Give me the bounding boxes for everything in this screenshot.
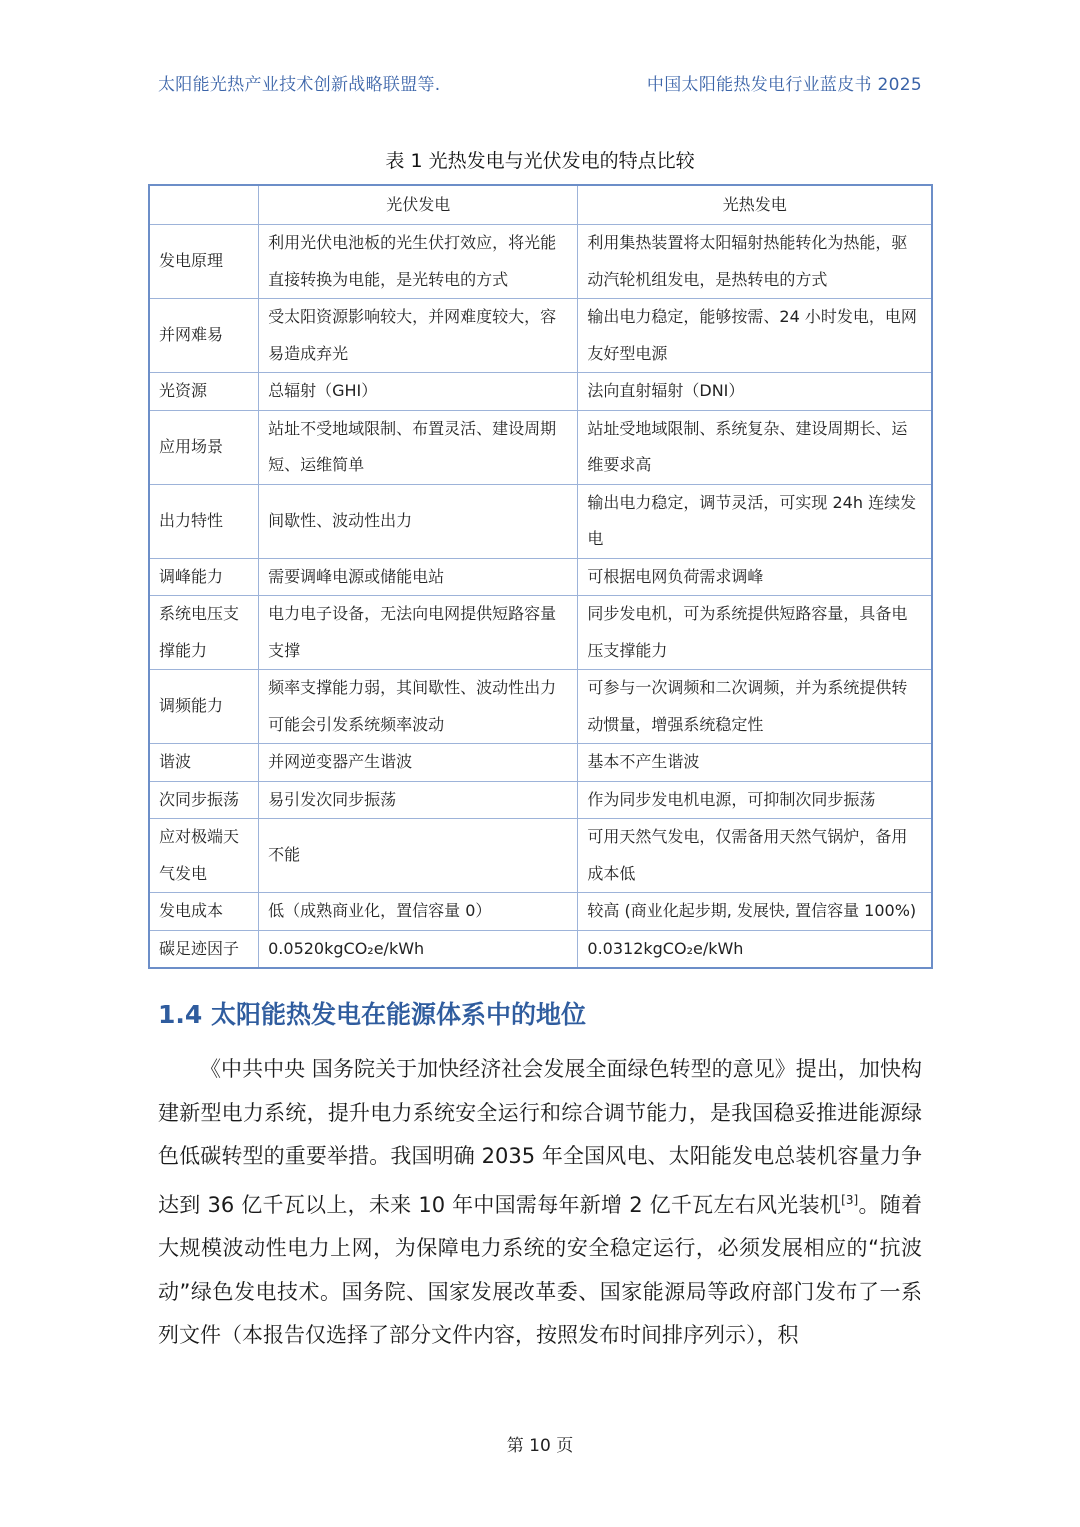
row-label: 应用场景 [149,410,259,484]
table-row [149,299,932,373]
table-row [149,781,932,819]
table-row [149,596,932,670]
row-label: 碳足迹因子 [149,930,259,968]
table-caption: 表 1 光热发电与光伏发电的特点比较 [385,150,695,172]
paragraph-text-continued: 。随着大规模波动性电力上网，为保障电力系统的安全稳定运行，必须发展相应的“抗波动”绿色发电技术。国务院、国家发展改革委、国家能源局等政府部门发布了一系列文件（本报告仅选择了部分文件内容，按照发布时间排序列示），积 [158,1192,923,1347]
body-paragraph [158,1048,922,1358]
pv-cell: 0.0520kgCO₂e/kWh [259,930,578,968]
comparison-table [148,184,933,969]
header-cell-pv: 光伏发电 [259,185,578,225]
csp-cell: 利用集热装置将太阳辐射热能转化为热能，驱动汽轮机组发电，是热转电的方式 [578,225,932,299]
row-label: 应对极端天气发电 [149,819,259,893]
pv-cell: 低（成熟商业化，置信容量 0） [259,893,578,931]
csp-cell: 较高 (商业化起步期, 发展快, 置信容量 100%) [578,893,932,931]
row-label: 系统电压支撑能力 [149,596,259,670]
pv-cell: 易引发次同步振荡 [259,781,578,819]
pv-cell: 频率支撑能力弱，其间歇性、波动性出力可能会引发系统频率波动 [259,670,578,744]
row-label: 调频能力 [149,670,259,744]
row-label: 次同步振荡 [149,781,259,819]
table-row [149,558,932,596]
pv-cell: 站址不受地域限制、布置灵活、建设周期短、运维简单 [259,410,578,484]
csp-cell: 基本不产生谐波 [578,744,932,782]
csp-cell: 可用天然气发电，仅需备用天然气锅炉，备用成本低 [578,819,932,893]
pv-cell: 总辐射（GHI） [259,373,578,411]
paragraph-text: 《中共中央 国务院关于加快经济社会发展全面绿色转型的意见》提出，加快构建新型电力系统，提升电力系统安全运行和综合调节能力，是我国稳妥推进能源绿色低碳转型的重要举措。我国明确 2035 年全国风电、太阳能发电总装机容量力争达到 36 亿千瓦以上，未来 10 年中国需每年新增 2 亿千瓦左右风光装机 [158,1057,922,1217]
row-label: 出力特性 [149,484,259,558]
csp-cell: 输出电力稳定，能够按需、24 小时发电，电网友好型电源 [578,299,932,373]
pv-cell: 并网逆变器产生谐波 [259,744,578,782]
header-cell-csp: 光热发电 [578,185,932,225]
table-row [149,670,932,744]
table-row [149,930,932,968]
csp-cell: 可参与一次调频和二次调频，并为系统提供转动惯量，增强系统稳定性 [578,670,932,744]
row-label: 发电成本 [149,893,259,931]
csp-cell: 可根据电网负荷需求调峰 [578,558,932,596]
pv-cell: 间歇性、波动性出力 [259,484,578,558]
table-header-row [149,185,932,225]
table-row [149,893,932,931]
row-label: 光资源 [149,373,259,411]
csp-cell: 0.0312kgCO₂e/kWh [578,930,932,968]
row-label: 并网难易 [149,299,259,373]
pv-cell: 需要调峰电源或储能电站 [259,558,578,596]
table-row [149,819,932,893]
table-row [149,744,932,782]
table-row [149,373,932,411]
row-label: 发电原理 [149,225,259,299]
table-row [149,225,932,299]
csp-cell: 站址受地域限制、系统复杂、建设周期长、运维要求高 [578,410,932,484]
header-right: 中国太阳能热发电行业蓝皮书 2025 [646,75,922,95]
csp-cell: 同步发电机，可为系统提供短路容量，具备电压支撑能力 [578,596,932,670]
pv-cell: 电力电子设备，无法向电网提供短路容量支撑 [259,596,578,670]
header-cell-empty [149,185,259,225]
row-label: 谐波 [149,744,259,782]
csp-cell: 输出电力稳定，调节灵活，可实现 24h 连续发电 [578,484,932,558]
pv-cell: 受太阳资源影响较大，并网难度较大，容易造成弃光 [259,299,578,373]
page-header [158,70,922,95]
page-number: 第 10 页 [506,1436,574,1456]
csp-cell: 法向直射辐射（DNI） [578,373,932,411]
row-label: 调峰能力 [149,558,259,596]
section-heading: 1.4 太阳能热发电在能源体系中的地位 [158,1000,586,1029]
table-row [149,484,932,558]
header-left: 太阳能光热产业技术创新战略联盟等. [158,75,441,95]
pv-cell: 不能 [259,819,578,893]
pv-cell: 利用光伏电池板的光生伏打效应，将光能直接转换为电能，是光转电的方式 [259,225,578,299]
citation-ref: [3] [841,1192,859,1207]
table-row [149,410,932,484]
csp-cell: 作为同步发电机电源，可抑制次同步振荡 [578,781,932,819]
